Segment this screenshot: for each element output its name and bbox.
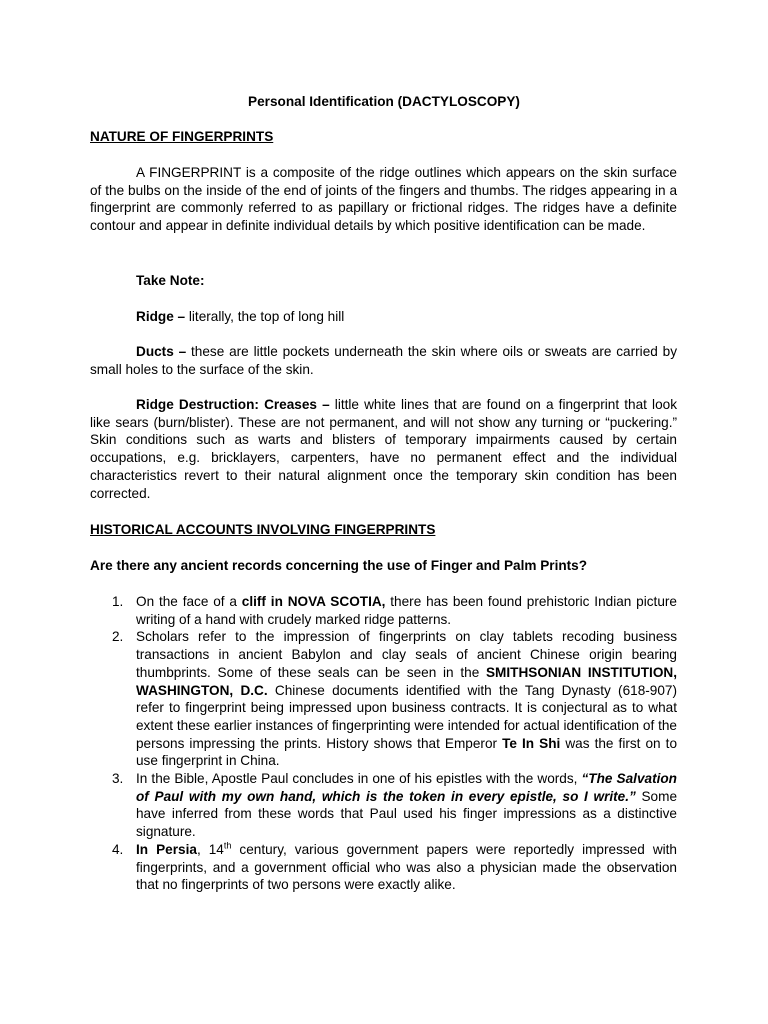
item-emphasis: SMITHSONIAN INSTITUTION, WASHINGTON, D.C. — [136, 664, 677, 698]
item-emphasis: In Persia — [136, 841, 197, 857]
take-note-label: Take Note: — [136, 273, 205, 288]
question-text: Are there any ancient records concerning the use of Finger and Palm Prints? — [90, 558, 588, 573]
list-item — [90, 770, 677, 841]
creases-term: Ridge Destruction: Creases – — [136, 397, 330, 412]
item-text: Some have inferred from these words that Paul used his finger impressions as a distinctive signature. — [136, 788, 677, 840]
item-text: Scholars refer to the impression of fingerprints on clay tablets recoding business transactions in ancient Babylon and clay seals of ancient Chinese origin bearing thumbprints. Some of these seals can be seen in the — [136, 629, 677, 680]
item-quote: “The Salvation of Paul with my own hand, which is the token in every epistle, so I write.” — [136, 771, 677, 804]
section-heading-nature: NATURE OF FINGERPRINTS — [90, 129, 274, 144]
list-item — [90, 628, 677, 770]
item-text: Chinese documents identified with the Tang Dynasty (618-907) refer to fingerprint being impressed upon business contracts. It is conjectural as to what extent these earlier instances of fingerprinting were intended for actual identification of the persons impressing the prints. History shows that Emperor — [136, 682, 677, 751]
list-number: 2. — [112, 629, 124, 645]
list-item — [90, 593, 677, 628]
list-number: 4. — [112, 841, 124, 857]
list-item — [90, 841, 677, 894]
ducts-definition — [90, 343, 677, 378]
item-text: , 14 — [196, 841, 224, 857]
item-text: was the first on to use fingerprint in China. — [136, 735, 678, 769]
item-emphasis: Te In Shi — [502, 735, 561, 751]
list-number: 3. — [112, 771, 124, 787]
section-heading-history: HISTORICAL ACCOUNTS INVOLVING FINGERPRINTS — [90, 522, 436, 537]
item-text: On the face of a — [136, 594, 242, 609]
item-text: there has been found prehistoric Indian picture writing of a hand with crudely marked ridge patterns. — [136, 594, 677, 627]
document-title: Personal Identification (DACTYLOSCOPY) — [248, 94, 520, 109]
ridge-text: literally, the top of long hill — [185, 309, 345, 324]
creases-text: little white lines that are found on a fingerprint that look like sears (burn/blister). These are not permanent, and will not show any turning or “puckering.” Skin conditions such as warts and blisters of temporary impairments caused by certain occupations, e.g. bricklayers, carpenters, have no permanent effect and the individual characteristics revert to their natural alignment once the temporary skin condition has been corrected. — [90, 397, 677, 501]
item-text: In the Bible, Apostle Paul concludes in one of his epistles with the words, — [136, 771, 582, 787]
creases-definition — [90, 396, 677, 502]
ridge-definition — [90, 308, 677, 326]
history-list — [90, 593, 677, 894]
intro-paragraph: A FINGERPRINT is a composite of the ridge outlines which appears on the skin surface of the bulbs on the inside of the end of joints of the fingers and thumbs. The ridges appearing in a fingerprint are commonly referred to as papillary or frictional ridges. The ridges have a definite contour and appear in definite individual details by which positive identification can be made. — [90, 165, 677, 234]
ducts-term: Ducts – — [136, 344, 187, 359]
item-text: century, various government papers were reportedly impressed with fingerprints, and a government official who was also a physician made the observation that no fingerprints of two persons were exactly alike. — [136, 841, 677, 893]
ducts-text: these are little pockets underneath the skin where oils or sweats are carried by small holes to the surface of the skin. — [90, 344, 678, 377]
item-superscript: th — [223, 840, 232, 851]
list-number: 1. — [112, 594, 124, 609]
item-emphasis: cliff in NOVA SCOTIA, — [241, 594, 386, 609]
ridge-term: Ridge – — [136, 309, 186, 324]
